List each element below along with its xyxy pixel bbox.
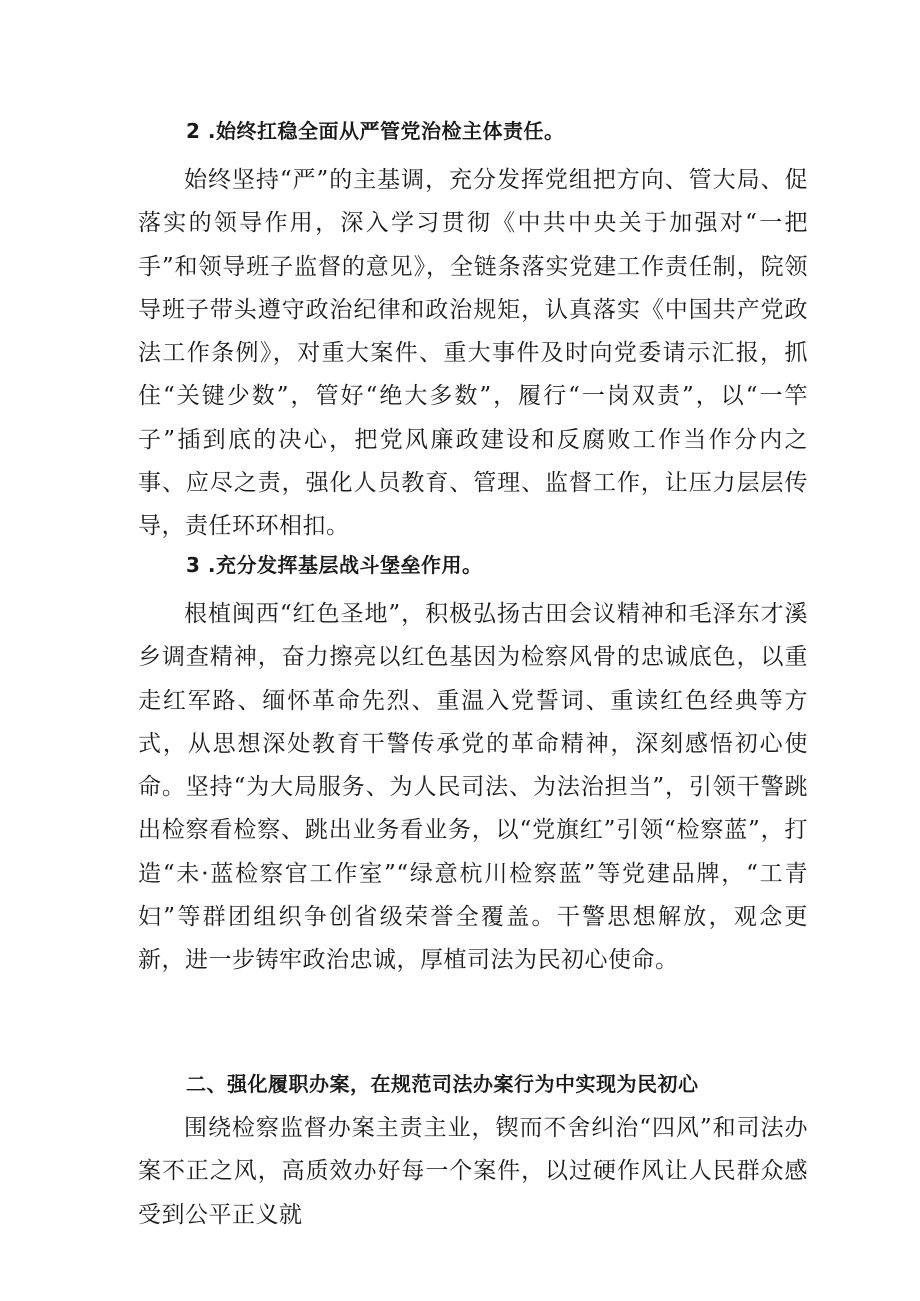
chapter-heading-2: 二、强化履职办案，在规范司法办案行为中实现为民初心 (186, 1072, 699, 1096)
section-heading-2: 2 .始终扛稳全面从严管党治检主体责任。 (186, 119, 565, 143)
section-body-2: 始终坚持“严”的主基调，充分发挥党组把方向、管大局、促落实的领导作用，深入学习贯彻《中共中央关于加强对“一把手”和领导班子监督的意见》，全链条落实党建工作责任制，院领导班子带头遵守政治纪律和政治规矩，认真落实《中国共产党政法工作条例》，对重大案件、重大事件及时向党委请示汇报，抓住“关键少数”，管好“绝大多数”，履行“一岗双责”，以“一竿子”插到底的决心，把党风廉政建设和反腐败工作当作分内之事、应尽之责，强化人员教育、管理、监督工作，让压力层层传导，责任环环相扣。 (138, 167, 808, 540)
chapter-body-2: 围绕检察监督办案主责主业，锲而不舍纠治“四风”和司法办案不正之风，高质效办好每一个案件，以过硬作风让人民群众感受到公平正义就 (138, 1115, 808, 1228)
section-heading-3: 3 .充分发挥基层战斗堡垒作用。 (186, 553, 483, 577)
section-body-3: 根植闽西“红色圣地”，积极弘扬古田会议精神和毛泽东才溪乡调查精神，奋力擦亮以红色基因为检察风骨的忠诚底色，以重走红军路、缅怀革命先烈、重温入党誓词、重读红色经典等方式，从思想深处教育干警传承党的革命精神，深刻感悟初心使命。坚持“为大局服务、为人民司法、为法治担当”，引领干警跳出检察看检察、跳出业务看业务，以“党旗红”引领“检察蓝”，打造“未·蓝检察官工作室”“绿意杭川检察蓝”等党建品牌，“工青妇”等群团组织争创省级荣誉全覆盖。干警思想解放，观念更新，进一步铸牢政治忠诚，厚植司法为民初心使命。 (138, 601, 808, 974)
